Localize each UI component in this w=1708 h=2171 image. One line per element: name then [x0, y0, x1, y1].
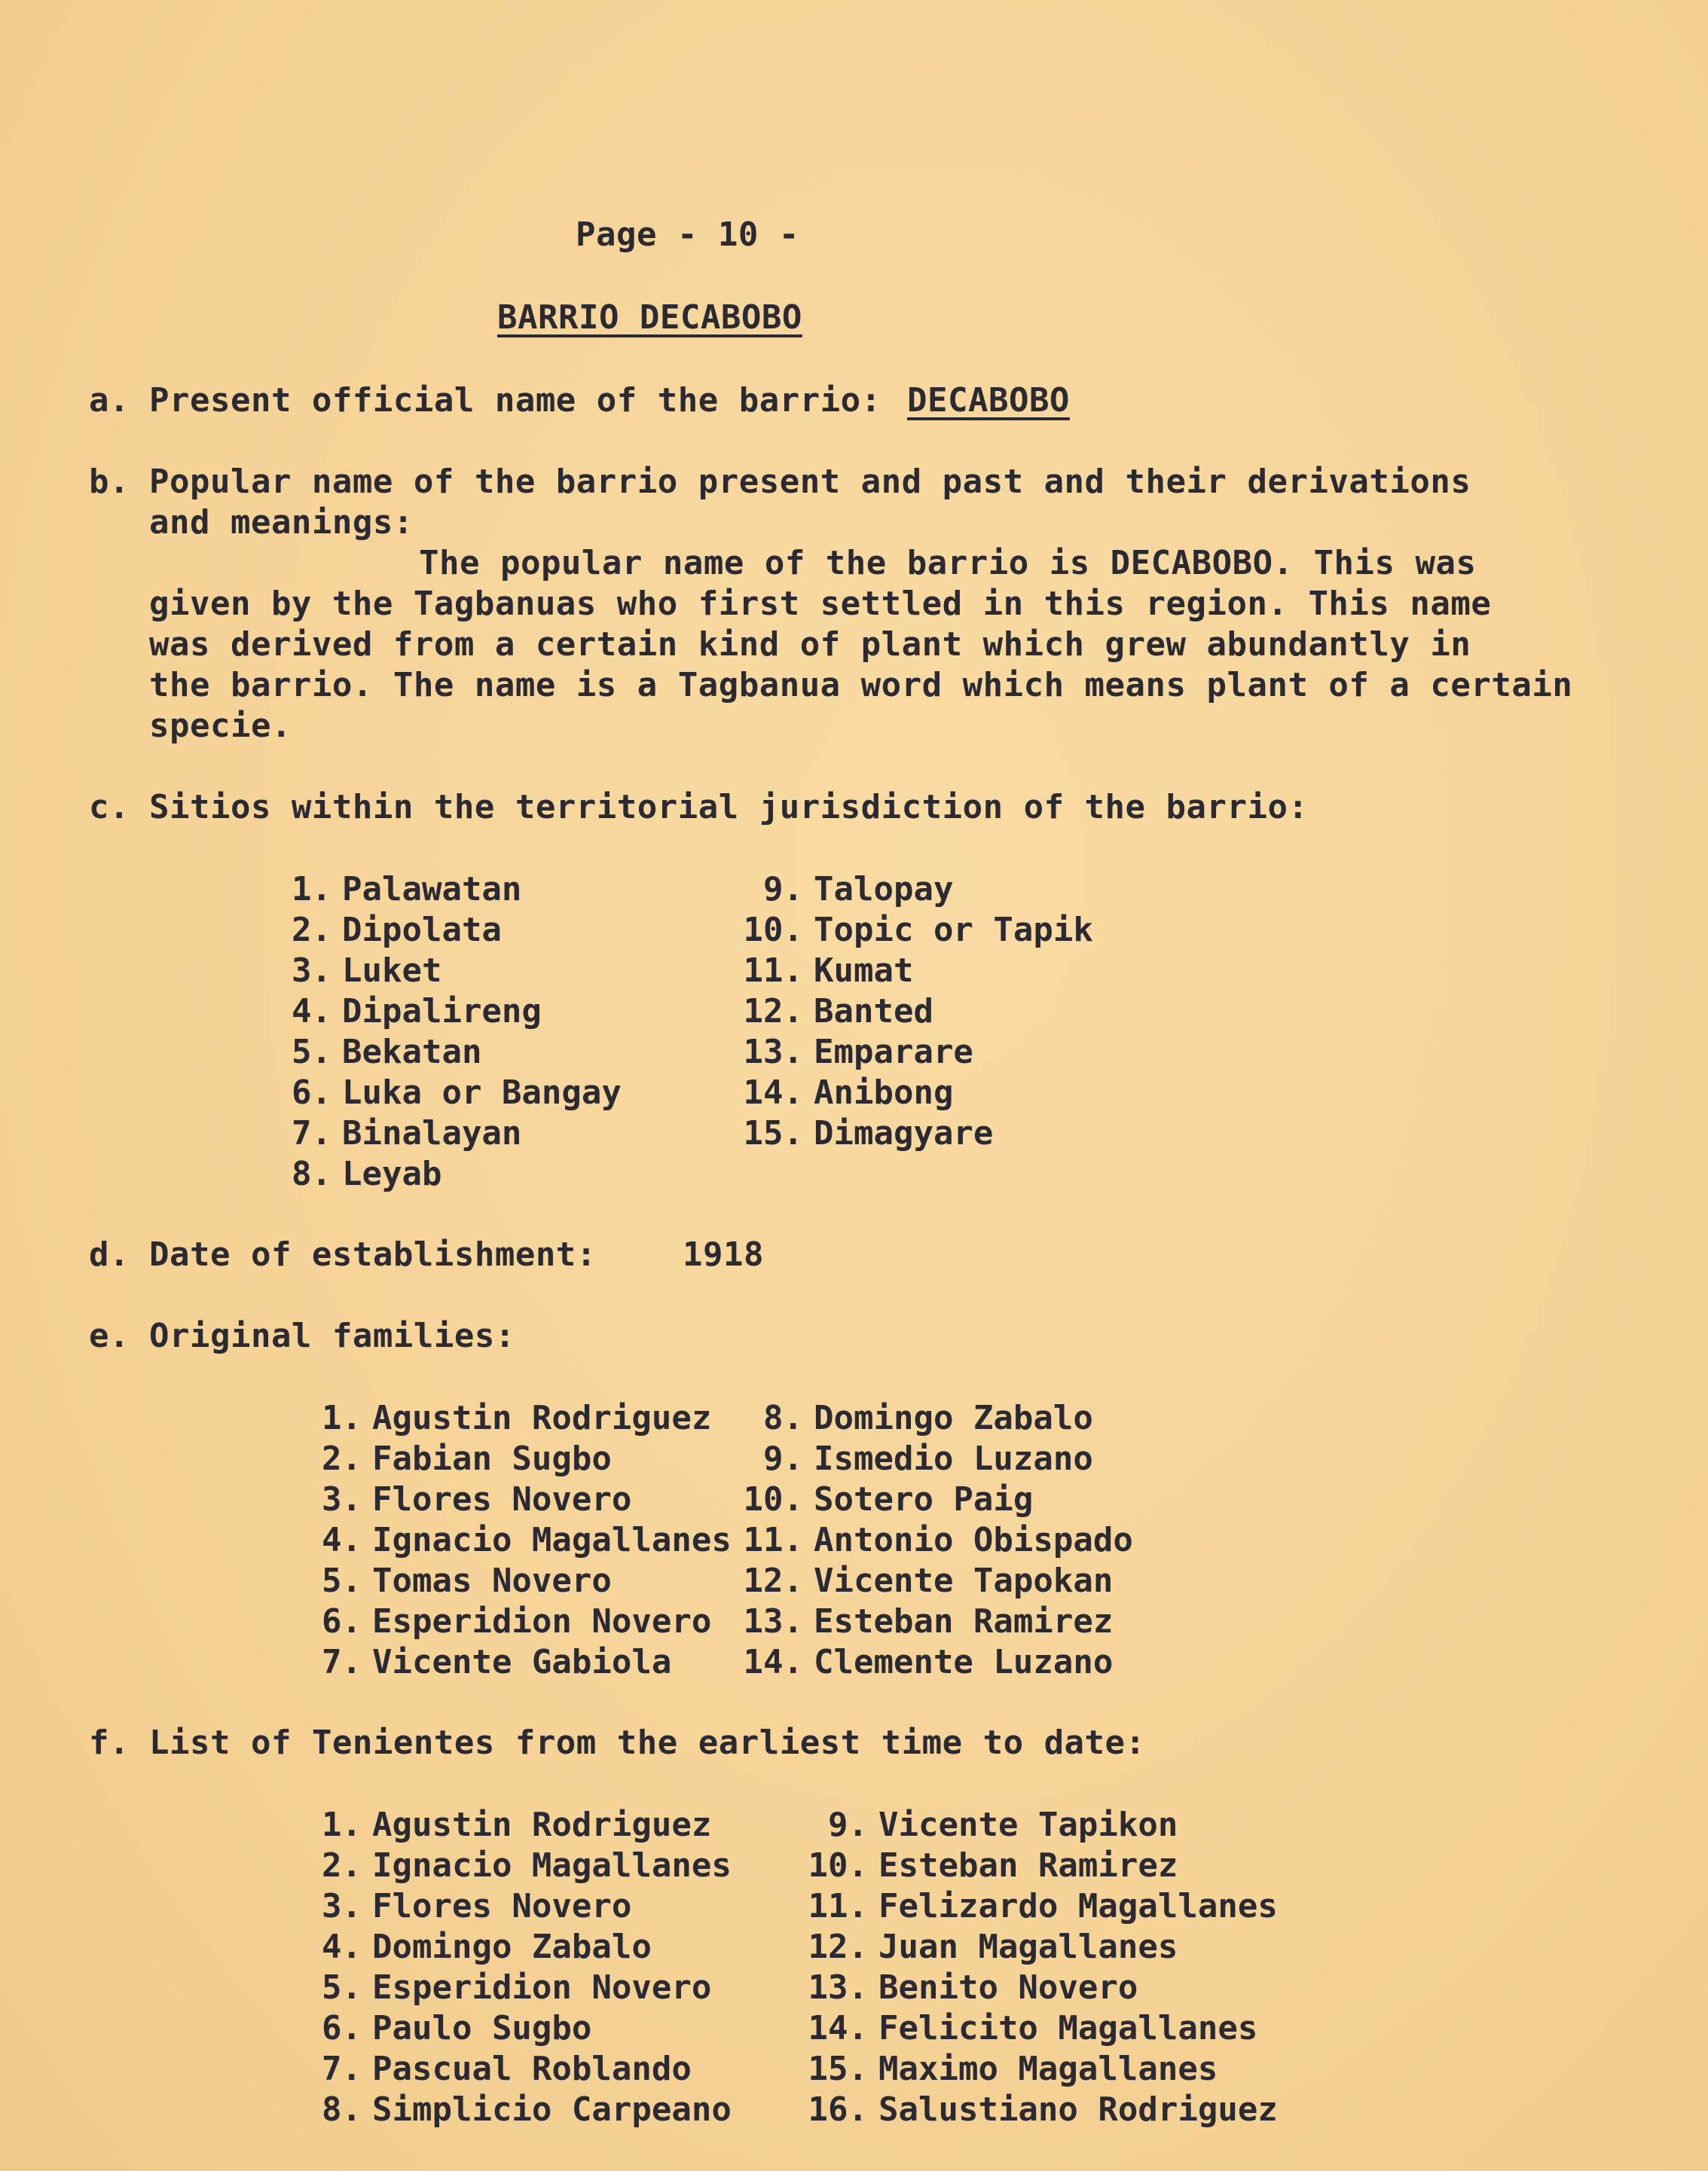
list-item-number: 3. — [322, 1887, 362, 1925]
section-f-text: List of Tenientes from the earliest time to date: — [149, 1724, 1146, 1762]
section-a-value: DECABOBO — [907, 381, 1070, 420]
list-item-number: 7. — [292, 1114, 332, 1153]
list-item-name: Dipolata — [342, 911, 502, 949]
list-item-name: Esperidion Novero — [372, 1968, 712, 2007]
list-item-name: Salustiano Rodriguez — [878, 2090, 1278, 2129]
list-item-name: Dimagyare — [814, 1114, 994, 1153]
list-item — [256, 951, 622, 991]
list-item-name: Antonio Obispado — [814, 1521, 1133, 1559]
list-item-name: Flores Novero — [372, 1480, 632, 1519]
list-item-number: 10. — [808, 1846, 868, 1885]
list-item — [286, 1846, 732, 1886]
list-item-number: 8. — [292, 1155, 332, 1193]
list-item-name: Tomas Novero — [372, 1562, 612, 1600]
list-item-number: 16. — [808, 2090, 868, 2129]
list-item — [286, 1520, 732, 1561]
list-item — [728, 869, 1093, 910]
sitios-list-col2 — [728, 869, 1093, 1154]
list-item-number: 14. — [743, 1073, 803, 1112]
list-item-name: Ignacio Magallanes — [372, 1846, 732, 1885]
list-item-name: Sotero Paig — [814, 1480, 1034, 1519]
section-d-value: 1918 — [683, 1235, 764, 1274]
list-item — [793, 2090, 1278, 2130]
section-a-label: a. — [89, 381, 130, 420]
list-item — [256, 910, 622, 951]
list-item-number: 5. — [292, 1033, 332, 1071]
list-item-name: Esteban Ramirez — [878, 1846, 1178, 1885]
list-item-number: 13. — [808, 1968, 868, 2007]
list-item-number: 5. — [322, 1968, 362, 2007]
list-item-number: 6. — [322, 1602, 362, 1641]
list-item-name: Banted — [814, 992, 933, 1031]
list-item — [728, 1561, 1133, 1602]
tenientes-list-col1 — [286, 1805, 732, 2130]
list-item — [793, 1968, 1278, 2008]
section-c-label: c. — [89, 788, 130, 826]
list-item-name: Esperidion Novero — [372, 1602, 712, 1641]
list-item-number: 13. — [743, 1033, 803, 1071]
section-e-label: e. — [89, 1317, 130, 1355]
section-d-text: Date of establishment: — [149, 1235, 597, 1274]
list-item-name: Domingo Zabalo — [814, 1399, 1093, 1437]
tenientes-list-col2 — [793, 1805, 1278, 2130]
section-b-body-line5: specie. — [149, 707, 292, 745]
list-item-number: 2. — [322, 1846, 362, 1885]
list-item-number: 8. — [763, 1399, 803, 1437]
list-item-name: Domingo Zabalo — [372, 1928, 652, 1966]
list-item — [793, 2049, 1278, 2090]
list-item — [728, 1398, 1133, 1439]
list-item — [793, 2008, 1278, 2049]
section-c-text: Sitios within the territorial jurisdiction of the barrio: — [149, 788, 1309, 826]
list-item-number: 15. — [808, 2050, 868, 2088]
families-list-col2 — [728, 1398, 1133, 1683]
list-item — [793, 1805, 1278, 1846]
list-item-name: Agustin Rodriguez — [372, 1399, 712, 1437]
list-item-name: Vicente Tapikon — [878, 1806, 1178, 1844]
list-item — [286, 1968, 732, 2008]
list-item-number: 6. — [322, 2009, 362, 2047]
list-item — [793, 1927, 1278, 1968]
list-item-name: Binalayan — [342, 1114, 522, 1153]
list-item — [728, 1479, 1133, 1520]
list-item — [728, 1602, 1133, 1642]
list-item-name: Agustin Rodriguez — [372, 1806, 712, 1844]
list-item — [728, 910, 1093, 951]
list-item-number: 3. — [322, 1480, 362, 1519]
list-item — [728, 951, 1093, 991]
list-item-number: 1. — [322, 1399, 362, 1437]
list-item-number: 11. — [743, 1521, 803, 1559]
section-b-label: b. — [89, 463, 130, 501]
list-item-number: 9. — [763, 1440, 803, 1478]
list-item — [793, 1846, 1278, 1886]
list-item-name: Esteban Ramirez — [814, 1602, 1114, 1641]
list-item-number: 4. — [322, 1521, 362, 1559]
list-item — [286, 2008, 732, 2049]
list-item-number: 11. — [743, 951, 803, 990]
list-item — [728, 1032, 1093, 1073]
section-b-body-line3: was derived from a certain kind of plant which grew abundantly in — [149, 625, 1471, 664]
list-item — [256, 991, 622, 1032]
list-item — [728, 1073, 1093, 1113]
section-b-heading-line1: Popular name of the barrio present and past and their derivations — [149, 463, 1471, 501]
list-item-name: Vicente Tapokan — [814, 1562, 1114, 1600]
list-item-name: Flores Novero — [372, 1887, 632, 1925]
list-item — [728, 991, 1093, 1032]
section-b-body-line1: The popular name of the barrio is DECABOBO. This was — [419, 544, 1477, 582]
list-item-number: 4. — [322, 1928, 362, 1966]
list-item-name: Clemente Luzano — [814, 1643, 1114, 1681]
list-item-number: 5. — [322, 1562, 362, 1600]
list-item-number: 14. — [743, 1643, 803, 1681]
list-item-name: Anibong — [814, 1073, 954, 1112]
list-item — [286, 1927, 732, 1968]
list-item-name: Paulo Sugbo — [372, 2009, 592, 2047]
list-item-number: 9. — [828, 1806, 868, 1844]
list-item — [256, 1073, 622, 1113]
list-item-name: Leyab — [342, 1155, 442, 1193]
section-f-label: f. — [89, 1724, 130, 1762]
list-item-number: 6. — [292, 1073, 332, 1112]
list-item-name: Felizardo Magallanes — [878, 1887, 1278, 1925]
list-item — [286, 2049, 732, 2090]
section-e-text: Original families: — [149, 1317, 515, 1355]
list-item-number: 4. — [292, 992, 332, 1031]
section-a-text: Present official name of the barrio: — [149, 381, 881, 420]
list-item-number: 3. — [292, 951, 332, 990]
list-item — [256, 1154, 622, 1195]
list-item-name: Simplicio Carpeano — [372, 2090, 732, 2129]
list-item-name: Ignacio Magallanes — [372, 1521, 732, 1559]
list-item — [793, 1886, 1278, 1927]
families-list-col1 — [286, 1398, 732, 1683]
list-item-number: 2. — [292, 911, 332, 949]
list-item-number: 10. — [743, 1480, 803, 1519]
list-item-name: Fabian Sugbo — [372, 1440, 612, 1478]
list-item-number: 1. — [322, 1806, 362, 1844]
list-item-number: 12. — [743, 992, 803, 1031]
list-item-name: Palawatan — [342, 870, 522, 908]
list-item — [286, 1479, 732, 1520]
list-item-name: Talopay — [814, 870, 954, 908]
list-item-number: 11. — [808, 1887, 868, 1925]
list-item — [256, 1032, 622, 1073]
list-item — [286, 1561, 732, 1602]
list-item-number: 8. — [322, 2090, 362, 2129]
list-item-number: 14. — [808, 2009, 868, 2047]
list-item — [256, 1113, 622, 1154]
section-d-label: d. — [89, 1235, 130, 1274]
list-item-name: Emparare — [814, 1033, 973, 1071]
section-b-heading-line2: and meanings: — [149, 503, 414, 542]
list-item-number: 1. — [292, 870, 332, 908]
list-item-name: Juan Magallanes — [878, 1928, 1178, 1966]
list-item-name: Kumat — [814, 951, 914, 990]
list-item — [286, 2090, 732, 2130]
list-item — [286, 1602, 732, 1642]
list-item-name: Luka or Bangay — [342, 1073, 622, 1112]
list-item — [286, 1398, 732, 1439]
list-item-name: Luket — [342, 951, 442, 990]
list-item — [286, 1439, 732, 1479]
list-item-name: Ismedio Luzano — [814, 1440, 1093, 1478]
list-item — [286, 1886, 732, 1927]
list-item-name: Felicito Magallanes — [878, 2009, 1258, 2047]
list-item-number: 13. — [743, 1602, 803, 1641]
list-item-number: 12. — [808, 1928, 868, 1966]
list-item-number: 12. — [743, 1562, 803, 1600]
list-item-name: Benito Novero — [878, 1968, 1138, 2007]
list-item — [286, 1805, 732, 1846]
list-item-number: 15. — [743, 1114, 803, 1153]
list-item — [728, 1642, 1133, 1683]
list-item-name: Dipalireng — [342, 992, 542, 1031]
list-item — [286, 1642, 732, 1683]
list-item-name: Topic or Tapik — [814, 911, 1093, 949]
list-item — [728, 1439, 1133, 1479]
list-item-number: 2. — [322, 1440, 362, 1478]
list-item-number: 7. — [322, 2050, 362, 2088]
page-header: Page - 10 - — [576, 215, 799, 254]
section-b-body-line2: given by the Tagbanuas who first settled in this region. This name — [149, 585, 1492, 623]
list-item — [256, 869, 622, 910]
list-item-number: 10. — [743, 911, 803, 949]
list-item — [728, 1113, 1093, 1154]
sitios-list-col1 — [256, 869, 622, 1195]
list-item-name: Vicente Gabiola — [372, 1643, 672, 1681]
list-item-name: Bekatan — [342, 1033, 482, 1071]
list-item-number: 7. — [322, 1643, 362, 1681]
list-item-name: Maximo Magallanes — [878, 2050, 1218, 2088]
barrio-title: BARRIO DECABOBO — [497, 298, 802, 337]
list-item-number: 9. — [763, 870, 803, 908]
list-item-name: Pascual Roblando — [372, 2050, 692, 2088]
list-item — [728, 1520, 1133, 1561]
section-b-body-line4: the barrio. The name is a Tagbanua word which means plant of a certain — [149, 666, 1573, 704]
